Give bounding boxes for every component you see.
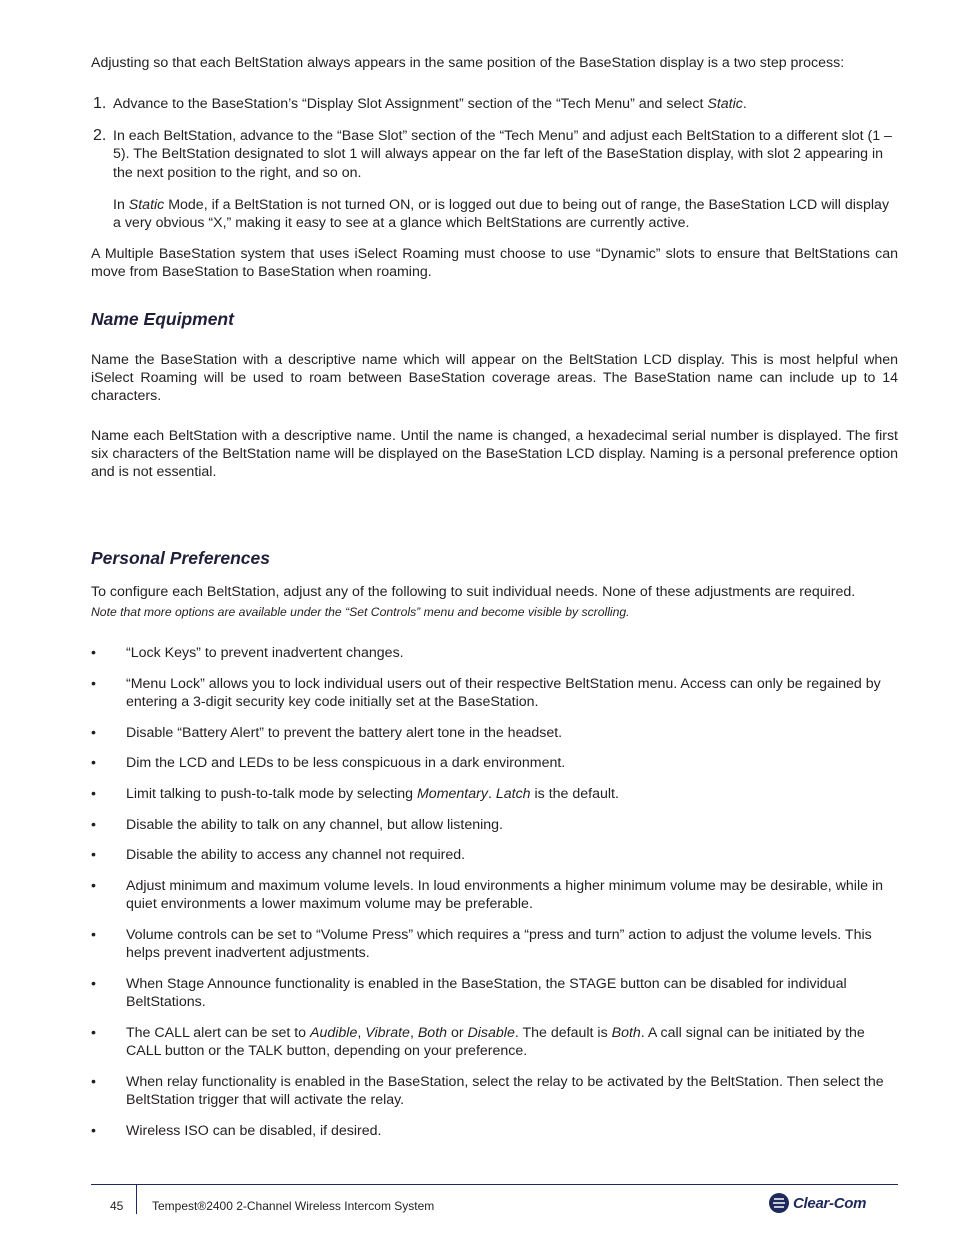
clear-com-logo-icon [768,1192,790,1214]
bullet-icon: • [91,755,96,772]
page-number: 45 [110,1199,124,1213]
list-item: • “Menu Lock” allows you to lock individual users out of their respective BeltStation menu. Access can only be regained by entering a 3-digit security key code initially set at the BaseStation. [91,675,881,710]
step-number: 2. [93,127,107,145]
personal-preferences-heading: Personal Preferences [91,548,270,568]
list-item: • Disable “Battery Alert” to prevent the battery alert tone in the headset. [91,724,563,741]
step-number: 1. [93,95,107,112]
list-item: • “Lock Keys” to prevent inadvertent changes. [91,645,404,661]
list-item: • When relay functionality is enabled in the BaseStation, select the relay to be activated by the BeltStation. Then select the BeltStation trigger that will activate the relay. [91,1073,884,1108]
footer-vertical-divider [136,1184,137,1214]
name-equipment-heading: Name Equipment [91,309,234,329]
name-basestation-paragraph: Name the BaseStation with a descriptive name which will appear on the BeltStation LCD display. This is most helpful when iSelect Roaming will be used to roam between BaseStation coverage areas. The BaseStation name can include up to 14 characters. [91,352,898,405]
list-item: • When Stage Announce functionality is enabled in the BaseStation, the STAGE button can be disabled for individual BeltStations. [91,975,847,1011]
preferences-note: Note that more options are available under the “Set Controls” menu and become visible by scrolling. [91,605,630,619]
list-item: • Disable the ability to talk on any channel, but allow listening. [91,816,503,833]
bullet-icon: • [91,724,96,741]
footer-divider [91,1184,898,1185]
bullet-icon: • [91,975,96,992]
intro-paragraph: Adjusting so that each BeltStation always appears in the same position of the BaseStation display is a two step process: [91,55,845,71]
list-item: • Disable the ability to access any channel not required. [91,847,466,864]
bullet-icon: • [91,645,96,661]
list-item: • Dim the LCD and LEDs to be less conspicuous in a dark environment. [91,755,566,772]
name-beltstation-paragraph: Name each BeltStation with a descriptive name. Until the name is changed, a hexadecimal serial number is displayed. The first six characters of the BeltStation name will be displayed on the BaseStation LCD display. Naming is a personal preference option and is not essential. [91,428,898,481]
bullet-icon: • [91,878,96,895]
bullet-icon: • [91,847,96,864]
multi-basestation-paragraph: A Multiple BaseStation system that uses iSelect Roaming must choose to use “Dynamic” slots to ensure that BeltStations can move from BaseStation to BaseStation when roaming. [91,246,898,281]
steps-list [91,95,898,246]
clear-com-logo [768,1190,878,1216]
step-1 [91,95,898,113]
preferences-list [91,644,898,1152]
list-item: • Wireless ISO can be disabled, if desired. [91,1122,382,1139]
bullet-icon: • [91,675,96,692]
step-text: In each BeltStation, advance to the “Base Slot” section of the “Tech Menu” and adjust each BeltStation to a different slot (1 – 5). The BeltStation designated to slot 1 will always appear on the far left of the BaseStation display, with slot 2 appearing in the next position to the right, and so on. [113,128,892,181]
list-item: • Adjust minimum and maximum volume levels. In loud environments a higher minimum volume may be desirable, while in quiet environments a lower maximum volume may be preferable. [91,878,883,913]
step-2 [91,127,898,232]
list-item: • The CALL alert can be set to Audible, Vibrate, Both or Disable. The default is Both. A call signal can be initiated by the CALL button or the TALK button, depending on your preference. [91,1024,865,1060]
list-item: • Volume controls can be set to “Volume Press” which requires a “press and turn” action to adjust the volume levels. This helps prevent inadvertent adjustments. [91,927,872,962]
step-text: Advance to the BaseStation’s “Display Slot Assignment” section of the “Tech Menu” and select Static. [113,96,747,112]
logo-text: Clear-Com [793,1194,867,1212]
list-item: • Limit talking to push-to-talk mode by selecting Momentary. Latch is the default. [91,786,619,803]
footer-title: Tempest®2400 2-Channel Wireless Intercom System [152,1199,435,1213]
bullet-icon: • [91,927,96,944]
bullet-icon: • [91,1122,96,1139]
bullet-icon: • [91,786,96,803]
bullet-icon: • [91,1024,96,1041]
bullet-icon: • [91,1073,96,1090]
step-note: In Static Mode, if a BeltStation is not turned ON, or is logged out due to being out of range, the BaseStation LCD will display a very obvious “X,” making it easy to see at a glance which BeltStations are currently active. [113,196,890,232]
preferences-intro: To configure each BeltStation, adjust any of the following to suit individual needs. None of these adjustments are required. [91,584,856,600]
bullet-icon: • [91,816,96,833]
